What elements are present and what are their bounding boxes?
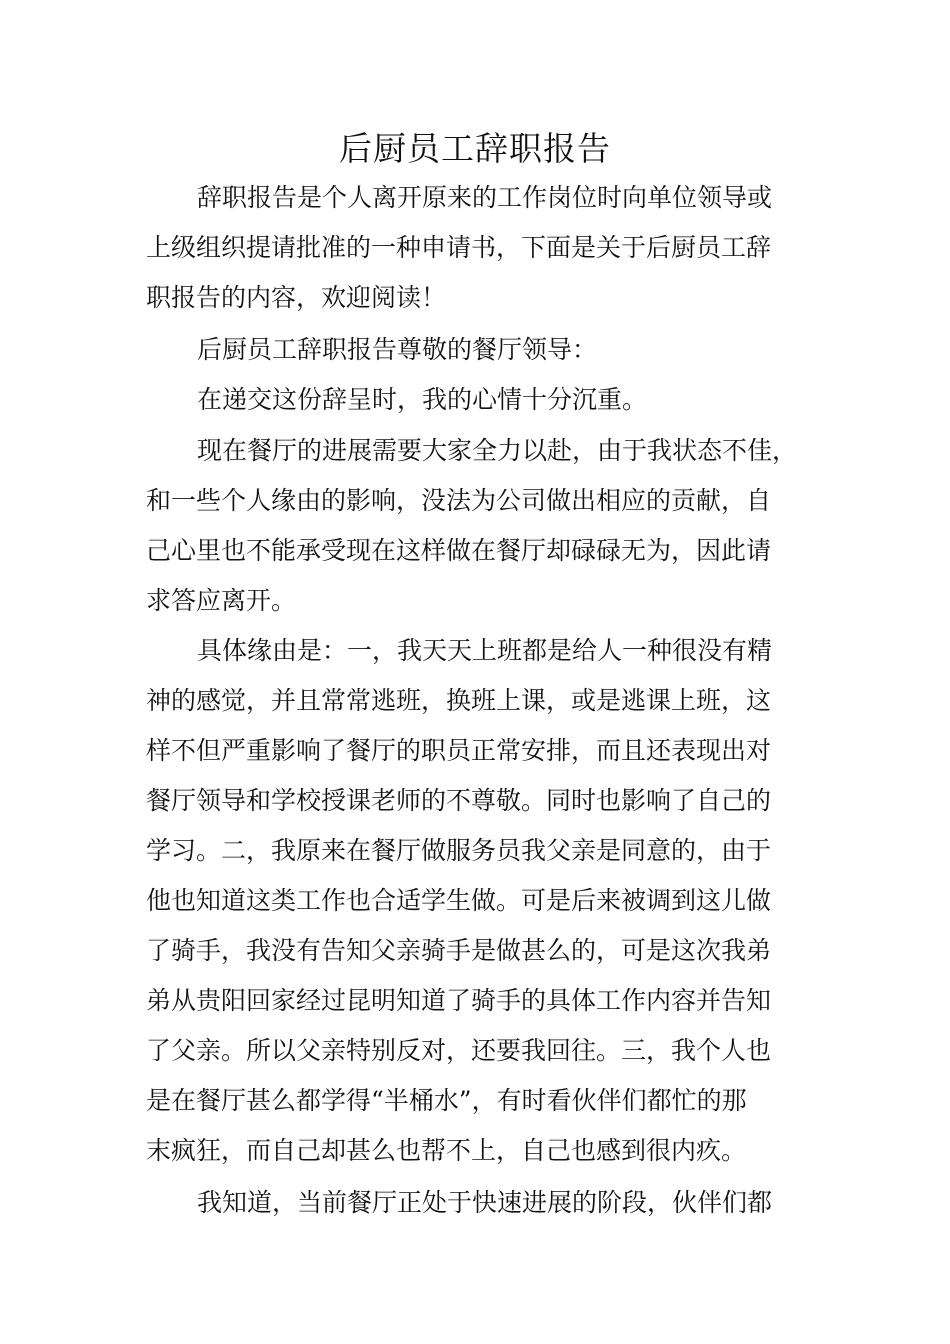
text-line: 弟从贵阳回家经过昆明知道了骑手的具体工作内容并告知 [146, 986, 772, 1015]
text-line: 和一些个人缘由的影响，没法为公司做出相应的贡献，自 [146, 486, 772, 515]
text-line: 上级组织提请批准的一种申请书，下面是关于后厨员工辞 [146, 233, 772, 262]
text-line: 是在餐厅甚么都学得“半桶水”，有时看伙伴们都忙的那 [146, 1086, 747, 1115]
text-line: 学习。二，我原来在餐厅做服务员我父亲是同意的，由于 [146, 836, 772, 865]
text-line: 求答应离开。 [146, 586, 297, 615]
text-line: 餐厅领导和学校授课老师的不尊敬。同时也影响了自己的 [146, 786, 772, 815]
text-line: 在递交这份辞呈时，我的心情十分沉重。 [197, 385, 648, 414]
text-line: 我知道，当前餐厅正处于快速进展的阶段，伙伴们都 [197, 1188, 773, 1217]
text-line: 了骑手，我没有告知父亲骑手是做甚么的，可是这次我弟 [146, 936, 772, 965]
text-line: 后厨员工辞职报告尊敬的餐厅领导： [197, 335, 598, 364]
text-line: 末疯狂，而自己却甚么也帮不上，自己也感到很内疚。 [146, 1136, 747, 1165]
text-line: 己心里也不能承受现在这样做在餐厅却碌碌无为，因此请 [146, 536, 772, 565]
text-line: 神的感觉，并且常常逃班，换班上课，或是逃课上班，这 [146, 686, 772, 715]
text-line: 辞职报告是个人离开原来的工作岗位时向单位领导或 [197, 183, 773, 212]
text-line: 职报告的内容，欢迎阅读！ [146, 283, 447, 312]
text-line: 具体缘由是：一，我天天上班都是给人一种很没有精 [197, 636, 773, 665]
text-line: 现在餐厅的进展需要大家全力以赴，由于我状态不佳， [197, 436, 798, 465]
document-title: 后厨员工辞职报告 [339, 129, 611, 168]
text-line: 了父亲。所以父亲特别反对，还要我回往。三，我个人也 [146, 1036, 772, 1065]
text-line: 他也知道这类工作也合适学生做。可是后来被调到这儿做 [146, 886, 772, 915]
text-line: 样不但严重影响了餐厅的职员正常安排，而且还表现出对 [146, 736, 772, 765]
